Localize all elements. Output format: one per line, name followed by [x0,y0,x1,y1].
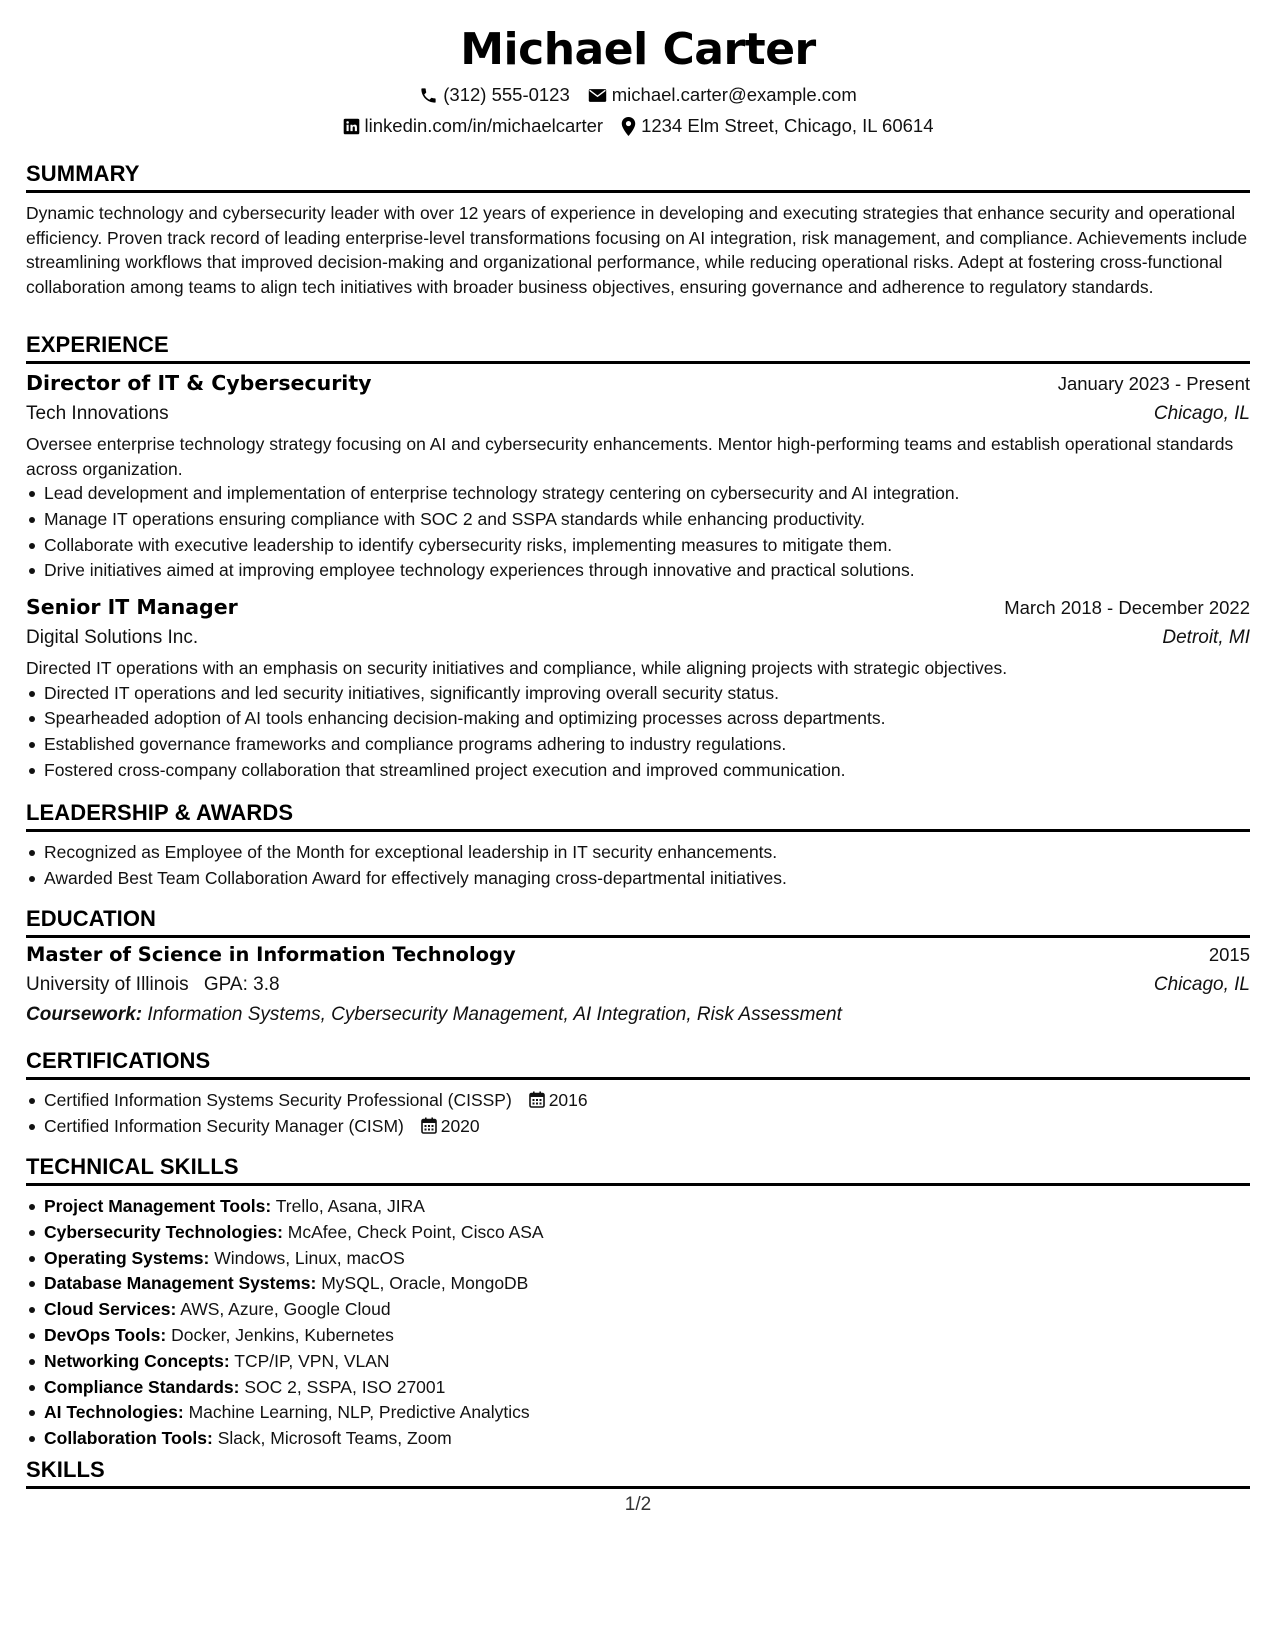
certifications-section [26,1048,1250,1140]
degree-title: Master of Science in Information Technology [26,943,516,966]
skill-values: Slack, Microsoft Teams, Zoom [217,1428,452,1449]
map-pin-icon [621,117,636,136]
section-divider [26,190,1250,193]
list-item [44,1323,1250,1349]
leadership-awards-section [26,800,1250,892]
coursework-label: Coursework: [26,1004,143,1025]
skill-values: MySQL, Oracle, MongoDB [321,1273,529,1294]
gpa: GPA: 3.8 [203,974,280,995]
resume-header [26,24,1250,137]
page-number: 1/2 [624,1494,652,1515]
section-title-skills: SKILLS [26,1457,105,1482]
coursework-line [26,1000,1250,1030]
job-company: Digital Solutions Inc. [26,627,199,649]
section-title-certifications: CERTIFICATIONS [26,1048,211,1073]
contact-line-1 [26,84,1250,106]
phone-icon [419,86,438,105]
skill-values: Windows, Linux, macOS [214,1247,405,1268]
calendar-icon [421,1117,437,1134]
list-item [44,1426,1250,1452]
job-bullets [26,481,1250,584]
list-item [44,1297,1250,1323]
contact-phone [419,84,570,106]
resume-page [26,0,1250,1650]
technical-skills-section [26,1154,1250,1452]
skill-category: Operating Systems: [44,1247,210,1268]
contact-line-2 [26,115,1250,137]
certification-year: 2020 [440,1115,480,1136]
job-description: Directed IT operations with an emphasis on security initiatives and compliance, while aligning projects with strategic objectives. [26,658,1008,679]
job-bullets [26,681,1250,784]
list-item: Awarded Best Team Collaboration Award for effectively managing cross-departmental initiatives. [44,866,1250,892]
skill-values: McAfee, Check Point, Cisco ASA [287,1221,544,1242]
certification-year: 2016 [548,1090,588,1110]
job-company: Tech Innovations [26,403,169,424]
education-section [26,906,1250,1030]
school-name: University of Illinois [26,974,189,995]
job-title: Director of IT & Cybersecurity [26,371,372,395]
skill-values: TCP/IP, VPN, VLAN [234,1350,390,1371]
skill-category: Collaboration Tools: [44,1428,213,1449]
list-item: Manage IT operations ensuring compliance with SOC 2 and SSPA standards while enhancing productivity. [44,507,1250,533]
certifications-list [26,1088,1250,1140]
list-item: Collaborate with executive leadership to identify cybersecurity risks, implementing measures to mitigate them. [44,533,1250,559]
phone-number[interactable]: (312) 555-0123 [443,84,570,105]
list-item [44,1271,1250,1297]
awards-list [26,840,1250,892]
summary-text: Dynamic technology and cybersecurity leader with over 12 years of experience in developing and executing strategies that enhance security and operational efficiency. Proven track record of leading enterprise-level transformations focusing on AI integration, risk management, and compliance. Achievements include streamlining workflows that improved decision-making and organizational performance, while reducing operational risks. Adept at fostering cross-functional collaboration among teams to align tech initiatives with broader business objectives, ensuring governance and adherence to regulatory standards. [26,203,1248,297]
skill-category: Project Management Tools: [44,1196,272,1216]
school-location: Chicago, IL [1153,974,1250,995]
technical-skills-list [26,1194,1250,1452]
job-dates: January 2023 - Present [1057,373,1250,394]
job-entry [26,368,1250,584]
section-title-technical-skills: TECHNICAL SKILLS [26,1154,239,1179]
candidate-name: Michael Carter [460,24,816,75]
coursework-list: Information Systems, Cybersecurity Management, AI Integration, Risk Assessment [147,1004,842,1025]
section-divider [26,1183,1250,1186]
list-item: Fostered cross-company collaboration that streamlined project execution and improved communication. [44,758,1250,784]
list-item [44,1194,1250,1220]
job-location: Chicago, IL [1153,403,1250,424]
section-title-summary: SUMMARY [26,161,140,186]
contact-email [588,84,857,106]
section-divider [26,829,1250,832]
list-item: Recognized as Employee of the Month for exceptional leadership in IT security enhancements. [44,840,1250,866]
skill-category: Compliance Standards: [44,1376,240,1397]
job-title: Senior IT Manager [26,595,238,620]
skill-values: Machine Learning, NLP, Predictive Analytics [188,1402,530,1423]
list-item [44,1400,1250,1426]
section-title-leadership: LEADERSHIP & AWARDS [26,800,294,825]
skill-category: AI Technologies: [44,1402,184,1423]
list-item: Directed IT operations and led security initiatives, significantly improving overall security status. [44,681,1250,707]
list-item: Lead development and implementation of enterprise technology strategy centering on cybersecurity and AI integration. [44,481,1250,507]
list-item [44,1114,1250,1140]
school-line [26,970,280,1000]
certification-name: Certified Information Systems Security Professional (CISSP) [44,1090,512,1110]
skill-values: Trello, Asana, JIRA [275,1196,425,1216]
job-location: Detroit, MI [1162,627,1250,649]
list-item: Established governance frameworks and compliance programs adhering to industry regulations. [44,732,1250,758]
skill-values: AWS, Azure, Google Cloud [180,1299,391,1320]
list-item: Drive initiatives aimed at improving employee technology experiences through innovative and practical solutions. [44,558,1250,584]
street-address: 1234 Elm Street, Chicago, IL 60614 [641,115,934,136]
envelope-icon [588,88,607,103]
list-item: Spearheaded adoption of AI tools enhancing decision-making and optimizing processes across departments. [44,706,1250,732]
summary-section [26,161,1250,299]
skill-values: Docker, Jenkins, Kubernetes [171,1324,394,1345]
skill-category: Cloud Services: [44,1299,177,1320]
contact-address [621,115,933,137]
skill-category: Cybersecurity Technologies: [44,1221,283,1242]
job-entry [26,592,1250,784]
experience-section [26,332,1250,784]
skills-section [26,1457,1250,1497]
contact-linkedin [343,115,604,137]
calendar-icon [529,1091,545,1108]
job-description: Oversee enterprise technology strategy focusing on AI and cybersecurity enhancements. Mentor high-performing teams and establish operational standards across organization. [26,434,1234,479]
job-dates: March 2018 - December 2022 [1004,597,1250,619]
list-item [44,1220,1250,1246]
section-divider [26,935,1250,938]
skill-category: Networking Concepts: [44,1350,230,1371]
section-divider [26,361,1250,364]
skill-values: SOC 2, SSPA, ISO 27001 [244,1376,446,1397]
linkedin-url[interactable]: linkedin.com/in/michaelcarter [364,115,604,136]
section-divider [26,1486,1250,1489]
skill-category: Database Management Systems: [44,1273,317,1294]
list-item [44,1088,1250,1114]
graduation-year: 2015 [1208,944,1250,965]
list-item [44,1375,1250,1401]
skill-category: DevOps Tools: [44,1324,167,1345]
section-title-experience: EXPERIENCE [26,332,169,357]
list-item [44,1246,1250,1272]
list-item [44,1349,1250,1375]
email-address[interactable]: michael.carter@example.com [611,84,857,105]
section-divider [26,1077,1250,1080]
certification-name: Certified Information Security Manager (CISM) [44,1115,404,1136]
linkedin-icon [343,118,360,135]
section-title-education: EDUCATION [26,906,157,931]
